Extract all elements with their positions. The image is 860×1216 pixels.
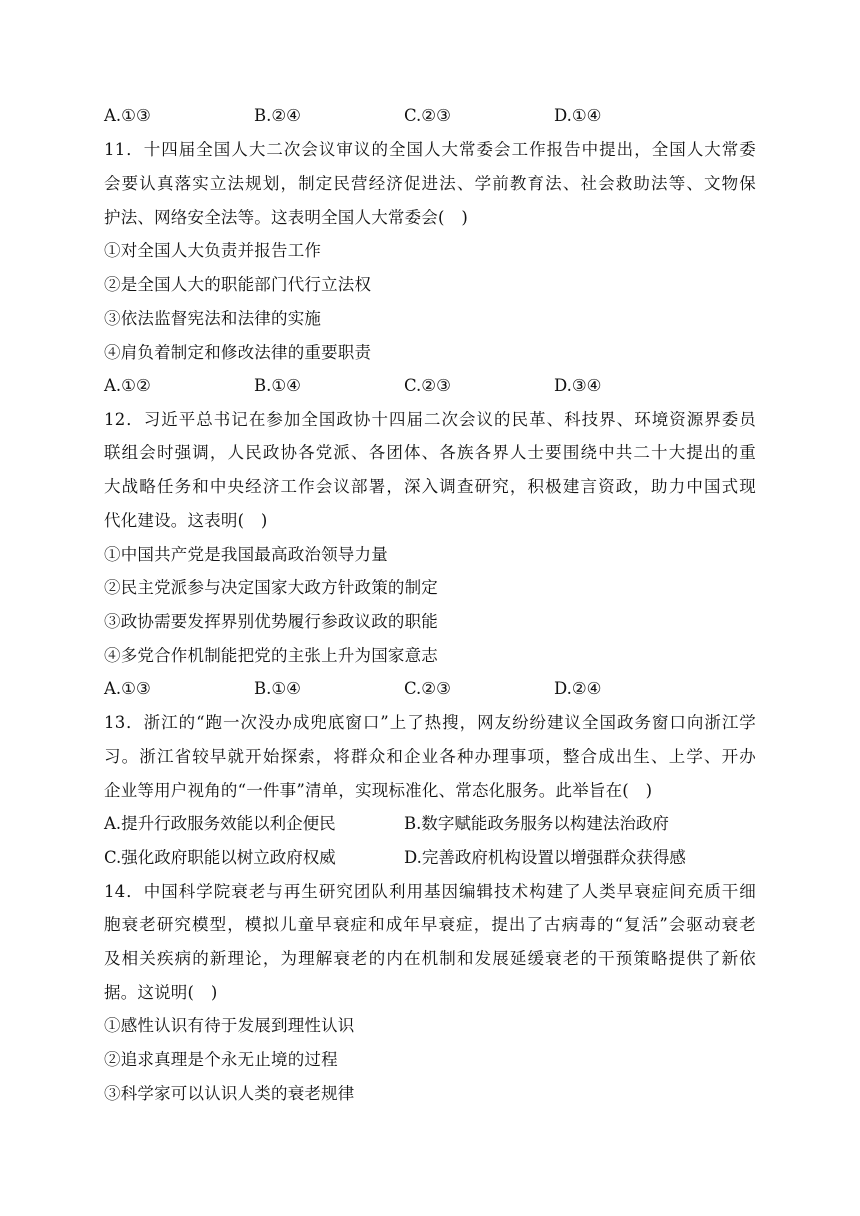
q12-item-1: ①中国共产党是我国最高政治领导力量 bbox=[104, 545, 388, 564]
q12-stem-line-4: 代化建设。这表明( ) bbox=[104, 511, 268, 530]
q11-option-a: A.①② bbox=[104, 376, 151, 395]
q14-item-1: ①感性认识有待于发展到理性认识 bbox=[104, 1016, 355, 1035]
q11-stem-line-2: 会要认真落实立法规划，制定民营经济促进法、学前教育法、社会救助法等、文物保 bbox=[104, 174, 756, 193]
q11-stem-line-3: 护法、网络安全法等。这表明全国人大常委会( ) bbox=[104, 208, 468, 227]
q14-stem-line-3: 及相关疾病的新理论，为理解衰老的内在机制和发展延缓衰老的干预策略提供了新依 bbox=[104, 949, 756, 968]
q10-options bbox=[104, 105, 756, 127]
q11-item-2: ②是全国人大的职能部门代行立法权 bbox=[104, 275, 372, 294]
q11-item-4: ④肩负着制定和修改法律的重要职责 bbox=[104, 343, 372, 362]
q13-stem-line-3: 企业等用户视角的“一件事”清单，实现标准化、常态化服务。此举旨在( ) bbox=[104, 781, 653, 800]
q12-item-2: ②民主党派参与决定国家大政方针政策的制定 bbox=[104, 578, 438, 597]
q11-option-c: C.②③ bbox=[404, 376, 451, 395]
q11-option-d: D.③④ bbox=[554, 376, 602, 395]
q13-option-d: D.完善政府机构设置以增强群众获得感 bbox=[404, 848, 686, 867]
q13-stem-line-1: 13．浙江的“跑一次没办成兜底窗口”上了热搜，网友纷纷建议全国政务窗口向浙江学 bbox=[104, 713, 756, 732]
q12-option-d: D.②④ bbox=[554, 679, 602, 698]
q13-option-a: A.提升行政服务效能以利企便民 bbox=[104, 814, 336, 833]
q13-options-row-1 bbox=[104, 813, 756, 835]
q12-item-4: ④多党合作机制能把党的主张上升为国家意志 bbox=[104, 646, 438, 665]
q14-stem-line-4: 据。这说明( ) bbox=[104, 983, 218, 1002]
q12-stem-line-1: 12．习近平总书记在参加全国政协十四届二次会议的民革、科技界、环境资源界委员 bbox=[104, 410, 756, 429]
q12-options bbox=[104, 678, 756, 700]
q11-item-1: ①对全国人大负责并报告工作 bbox=[104, 241, 322, 260]
q14-stem-line-1: 14．中国科学院衰老与再生研究团队利用基因编辑技术构建了人类早衰症间充质干细 bbox=[104, 882, 756, 901]
q12-option-a: A.①③ bbox=[104, 679, 151, 698]
q14-item-2: ②追求真理是个永无止境的过程 bbox=[104, 1050, 338, 1069]
q12-option-b: B.①④ bbox=[254, 679, 301, 698]
q11-stem-line-1: 11．十四届全国人大二次会议审议的全国人大常委会工作报告中提出，全国人大常委 bbox=[104, 140, 756, 159]
q13-options-row-2 bbox=[104, 847, 756, 869]
q14-item-3: ③科学家可以认识人类的衰老规律 bbox=[104, 1084, 355, 1103]
q10-option-b: B.②④ bbox=[254, 106, 301, 125]
q11-option-b: B.①④ bbox=[254, 376, 301, 395]
q10-option-d: D.①④ bbox=[554, 106, 602, 125]
q10-option-c: C.②③ bbox=[404, 106, 451, 125]
q13-option-c: C.强化政府职能以树立政府权威 bbox=[104, 848, 336, 867]
q12-item-3: ③政协需要发挥界别优势履行参政议政的职能 bbox=[104, 612, 438, 631]
q12-option-c: C.②③ bbox=[404, 679, 451, 698]
q13-option-b: B.数字赋能政务服务以构建法治政府 bbox=[404, 814, 669, 833]
q12-stem-line-3: 大战略任务和中央经济工作会议部署，深入调查研究，积极建言资政，助力中国式现 bbox=[104, 477, 756, 496]
q11-item-3: ③依法监督宪法和法律的实施 bbox=[104, 309, 322, 328]
q13-stem-line-2: 习。浙江省较早就开始探索，将群众和企业各种办理事项，整合成出生、上学、开办 bbox=[104, 747, 756, 766]
q14-stem-line-2: 胞衰老研究模型，模拟儿童早衰症和成年早衰症，提出了古病毒的“复活”会驱动衰老 bbox=[104, 915, 756, 934]
q11-options bbox=[104, 375, 756, 397]
q12-stem-line-2: 联组会时强调，人民政协各党派、各团体、各族各界人士要围绕中共二十大提出的重 bbox=[104, 443, 756, 462]
q10-option-a: A.①③ bbox=[104, 106, 151, 125]
